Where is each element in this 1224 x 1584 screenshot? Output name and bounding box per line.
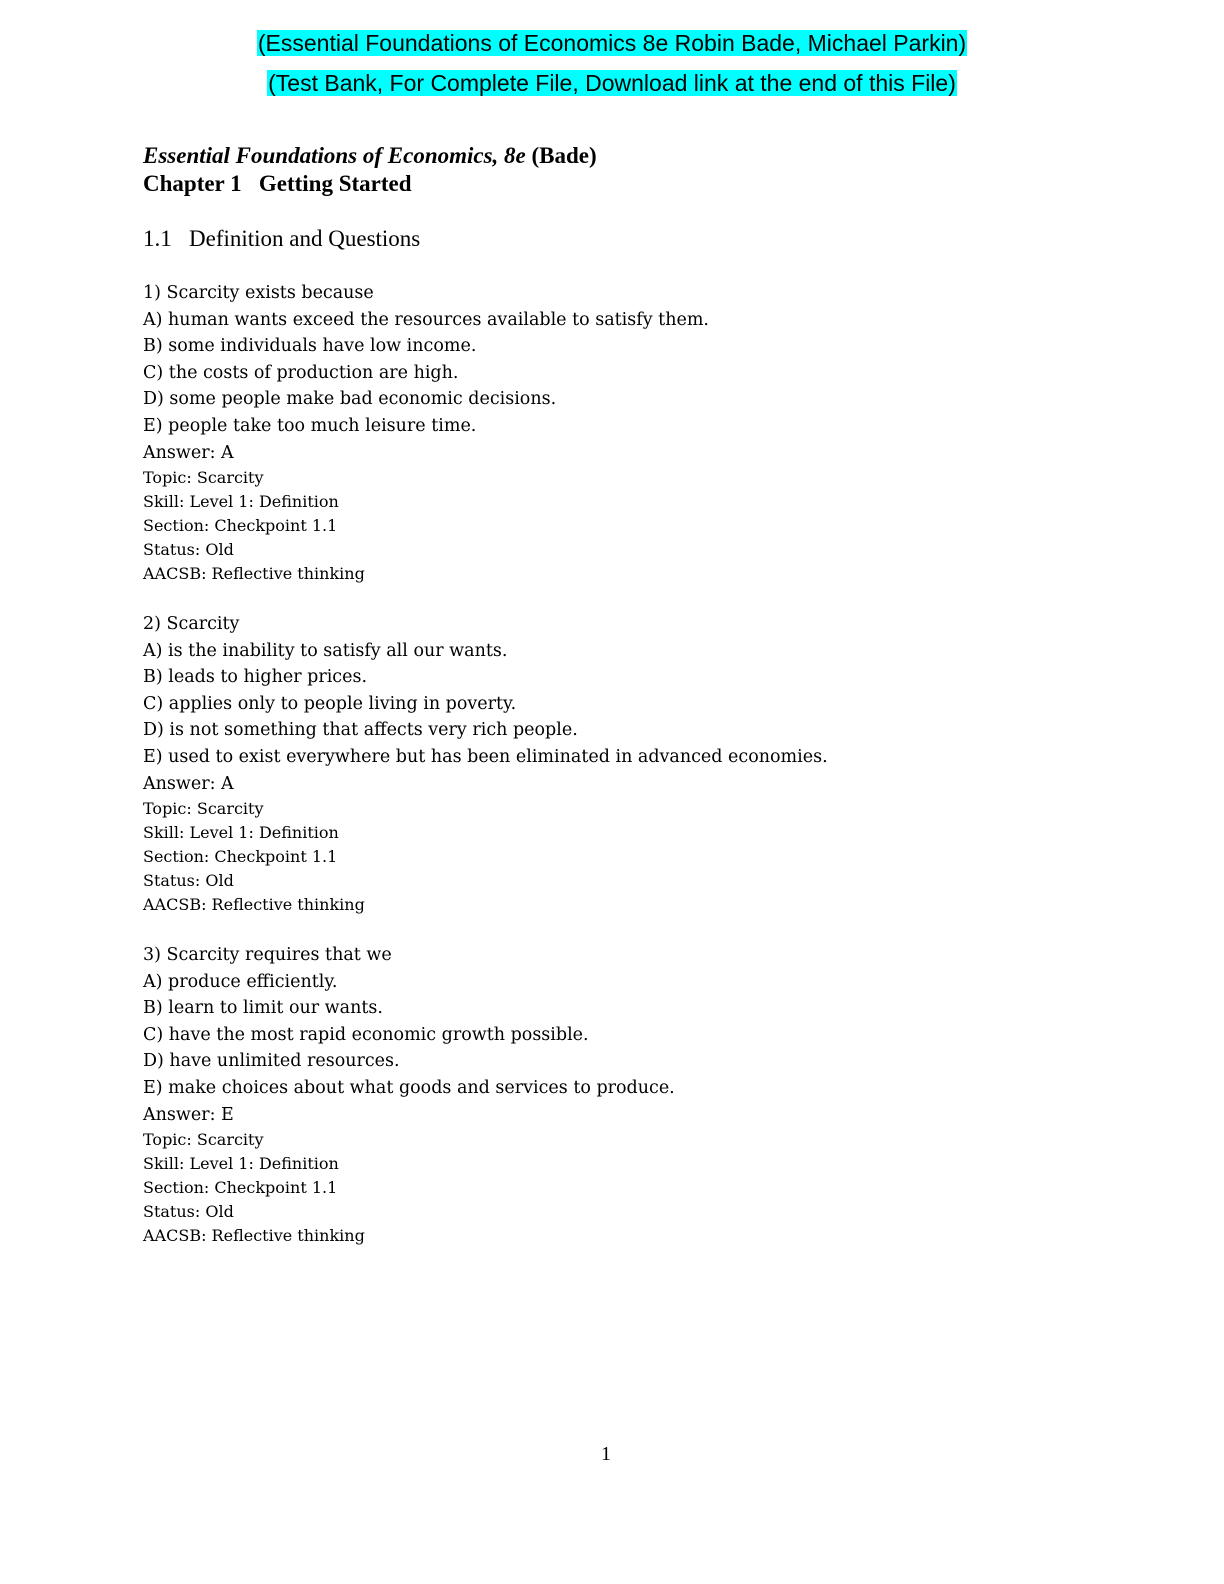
source-banner-line-2 bbox=[0, 69, 1224, 97]
topic-meta: Topic: Scarcity bbox=[143, 799, 264, 819]
question-1 bbox=[143, 280, 709, 586]
answer-option-c: C) applies only to people living in poverty. bbox=[143, 693, 517, 714]
answer-option-e: E) make choices about what goods and services to produce. bbox=[143, 1077, 675, 1098]
status-meta: Status: Old bbox=[143, 540, 234, 560]
question-stem: 3) Scarcity requires that we bbox=[143, 945, 392, 965]
book-title bbox=[143, 142, 597, 170]
answer-key: Answer: A bbox=[143, 442, 234, 463]
question-2 bbox=[143, 611, 828, 917]
question-3 bbox=[143, 942, 675, 1248]
status-meta: Status: Old bbox=[143, 871, 234, 891]
section-meta: Section: Checkpoint 1.1 bbox=[143, 1178, 338, 1198]
skill-meta: Skill: Level 1: Definition bbox=[143, 492, 339, 512]
chapter-title: Chapter 1 Getting Started bbox=[143, 171, 412, 196]
answer-option-d: D) some people make bad economic decisions. bbox=[143, 389, 557, 410]
answer-option-b: B) leads to higher prices. bbox=[143, 667, 368, 688]
answer-option-b: B) some individuals have low income. bbox=[143, 336, 477, 357]
source-banner-line-1-text: (Essential Foundations of Economics 8e Robin Bade, Michael Parkin) bbox=[257, 30, 967, 56]
answer-option-e: E) used to exist everywhere but has been eliminated in advanced economies. bbox=[143, 746, 828, 767]
answer-option-d: D) is not something that affects very rich people. bbox=[143, 720, 578, 741]
answer-option-a: A) produce efficiently. bbox=[143, 971, 338, 992]
answer-option-c: C) have the most rapid economic growth possible. bbox=[143, 1024, 589, 1045]
section-heading: 1.1 Definition and Questions bbox=[143, 226, 421, 251]
skill-meta: Skill: Level 1: Definition bbox=[143, 823, 339, 843]
page-number: 1 bbox=[601, 1443, 611, 1465]
answer-option-b: B) learn to limit our wants. bbox=[143, 998, 383, 1019]
topic-meta: Topic: Scarcity bbox=[143, 468, 264, 488]
answer-option-a: A) human wants exceed the resources available to satisfy them. bbox=[143, 309, 709, 330]
section-meta: Section: Checkpoint 1.1 bbox=[143, 516, 338, 536]
status-meta: Status: Old bbox=[143, 1202, 234, 1222]
aacsb-meta: AACSB: Reflective thinking bbox=[143, 1226, 365, 1246]
skill-meta: Skill: Level 1: Definition bbox=[143, 1154, 339, 1174]
answer-option-a: A) is the inability to satisfy all our wants. bbox=[143, 640, 508, 661]
answer-key: Answer: E bbox=[143, 1104, 234, 1125]
topic-meta: Topic: Scarcity bbox=[143, 1130, 264, 1150]
answer-option-c: C) the costs of production are high. bbox=[143, 362, 459, 383]
aacsb-meta: AACSB: Reflective thinking bbox=[143, 895, 365, 915]
book-title-name: Essential Foundations of Economics, 8e bbox=[143, 143, 526, 168]
answer-key: Answer: A bbox=[143, 773, 234, 794]
answer-option-e: E) people take too much leisure time. bbox=[143, 415, 477, 436]
source-banner-line-2-text: (Test Bank, For Complete File, Download link at the end of this File) bbox=[268, 70, 956, 96]
section-meta: Section: Checkpoint 1.1 bbox=[143, 847, 338, 867]
question-stem: 1) Scarcity exists because bbox=[143, 283, 374, 303]
question-stem: 2) Scarcity bbox=[143, 614, 240, 634]
book-title-author: (Bade) bbox=[525, 143, 597, 168]
answer-option-d: D) have unlimited resources. bbox=[143, 1051, 400, 1072]
source-banner-line-1 bbox=[0, 29, 1224, 57]
aacsb-meta: AACSB: Reflective thinking bbox=[143, 564, 365, 584]
